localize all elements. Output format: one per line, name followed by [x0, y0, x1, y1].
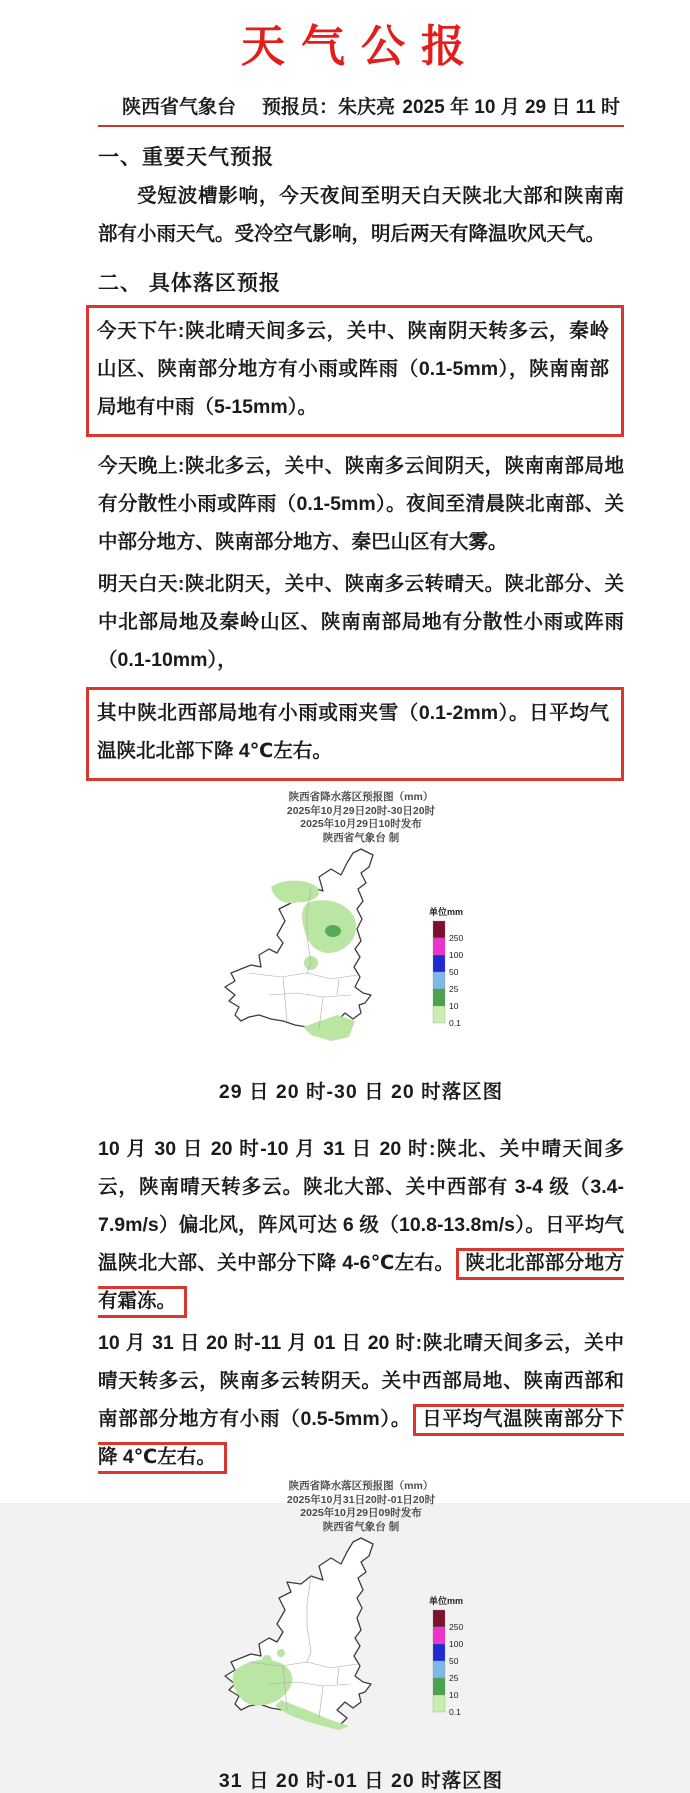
para-tonight: 今天晚上:陕北多云，关中、陕南多云间阴天，陕南南部局地有分散性小雨或阵雨（0.1-5mm）。夜间至清晨陕北南部、关中部分地方、陕南部分地方、秦巴山区有大雾。 — [98, 455, 624, 553]
section2-heading: 二、 具体落区预报 — [98, 272, 281, 295]
highlight-box-tomorrow: 其中陕北西部局地有小雨或雨夹雪（0.1-2mm）。日平均气温陕北北部下降 4℃左右。 — [86, 687, 624, 781]
legend-label-50: 50 — [449, 967, 459, 977]
legend-label-25: 25 — [449, 984, 459, 994]
legend-swatch-10 — [433, 989, 445, 1006]
precip-legend — [429, 1595, 463, 1717]
precip-map-figure-2 — [98, 1480, 624, 1793]
map2-period: 2025年10月31日20时-01日20时 — [286, 1493, 436, 1506]
agency-name: 陕西省气象台 — [122, 97, 237, 118]
page-title: 天气公报 — [241, 22, 481, 71]
legend-swatch-100 — [433, 938, 445, 955]
para-oct31-text: 10 月 31 日 20 时-11 月 01 日 20 时:陕北晴天间多云，关中晴天转多云，陕南多云转阴天。关中西部局地、陕南西部和南部部分地方有小雨（0.5-5mm）。 — [98, 1332, 624, 1430]
map2-issued: 2025年10月29日09时发布 — [300, 1507, 422, 1519]
highlight-inline-temp: 日平均气温陕南部分下降 4℃左右。 — [98, 1404, 624, 1474]
legend-swatch-50 — [433, 955, 445, 972]
section1-heading: 一、重要天气预报 — [98, 146, 274, 169]
map2-title: 陕西省降水落区预报图（mm） — [288, 1480, 434, 1492]
legend-swatch-25 — [433, 972, 445, 989]
map2-producer: 陕西省气象台 制 — [322, 1520, 400, 1533]
legend-swatch-50 — [433, 1644, 445, 1661]
map1-issued: 2025年10月29日10时发布 — [300, 818, 422, 830]
para-oct30 — [98, 1130, 624, 1320]
legend-swatch-250 — [433, 921, 445, 938]
legend-swatch-10 — [433, 1678, 445, 1695]
meta-line — [98, 92, 624, 127]
para-oct30-text: 10 月 30 日 20 时-10 月 31 日 20 时:陕北、关中晴天间多云，陕南晴天转多云。陕北大部、关中西部有 3-4 级（3.4-7.9m/s）偏北风，阵风可达 6 级（10.8-13.8m/s）。日平均气温陕北大部、关中部分下降 4-6℃左右。 — [98, 1138, 624, 1274]
legend-label-50: 50 — [449, 1656, 459, 1666]
legend-label-25: 25 — [449, 1673, 459, 1683]
legend-swatch-250 — [433, 1610, 445, 1627]
legend-title: 单位mm — [429, 907, 464, 917]
shaanxi-precip-map-2 — [211, 1534, 511, 1756]
legend-label-10: 10 — [449, 1690, 459, 1700]
map1-period: 2025年10月29日20时-30日20时 — [286, 804, 436, 817]
precip-map-figure-1 — [98, 791, 624, 1104]
legend-label-250: 250 — [449, 1622, 464, 1632]
map1-producer: 陕西省气象台 制 — [322, 831, 400, 844]
forecaster-name: 预报员：朱庆亮 — [262, 97, 396, 118]
legend-title: 单位mm — [429, 1596, 464, 1606]
legend-swatch-25 — [433, 1661, 445, 1678]
shaanxi-precip-map-1 — [211, 845, 511, 1067]
highlight-inline-frost: 陕北北部部分地方有霜冻。 — [98, 1248, 624, 1318]
rain-area-northwest — [271, 881, 319, 904]
issue-datetime: 2025 年 10 月 29 日 11 时 — [402, 97, 620, 118]
legend-swatch-100 — [433, 1627, 445, 1644]
legend-label-100: 100 — [449, 950, 464, 960]
legend-swatch-0p1 — [433, 1695, 445, 1712]
legend-label-0p1: 0.1 — [449, 1018, 461, 1028]
legend-label-0p1: 0.1 — [449, 1707, 461, 1717]
section1-body: 受短波槽影响，今天夜间至明天白天陕北大部和陕南南部有小雨天气。受冷空气影响，明后两天有降温吹风天气。 — [98, 185, 624, 245]
map2-caption: 31 日 20 时-01 日 20 时落区图 — [218, 1770, 504, 1792]
map1-title: 陕西省降水落区预报图（mm） — [288, 791, 434, 803]
meta-left — [122, 92, 395, 119]
legend-label-100: 100 — [449, 1639, 464, 1649]
para-oct31 — [98, 1324, 624, 1476]
legend-label-250: 250 — [449, 933, 464, 943]
rain-area-dot-1 — [262, 1655, 272, 1665]
rain-area-dot-2 — [277, 1649, 285, 1657]
legend-label-10: 10 — [449, 1001, 459, 1011]
highlight-box-afternoon: 今天下午:陕北晴天间多云，关中、陕南阴天转多云，秦岭山区、陕南部分地方有小雨或阵雨（0.1-5mm），陕南南部局地有中雨（5-15mm）。 — [86, 305, 624, 437]
legend-swatch-0p1 — [433, 1006, 445, 1023]
province-outline — [225, 849, 373, 1037]
para-tomorrow: 明天白天:陕北阴天，关中、陕南多云转晴天。陕北部分、关中北部局地及秦岭山区、陕南南部局地有分散性小雨或阵雨（0.1-10mm）， — [98, 573, 624, 671]
precip-legend — [429, 906, 463, 1028]
rain-area-central-heavier — [325, 925, 341, 937]
map1-caption: 29 日 20 时-30 日 20 时落区图 — [218, 1081, 504, 1103]
